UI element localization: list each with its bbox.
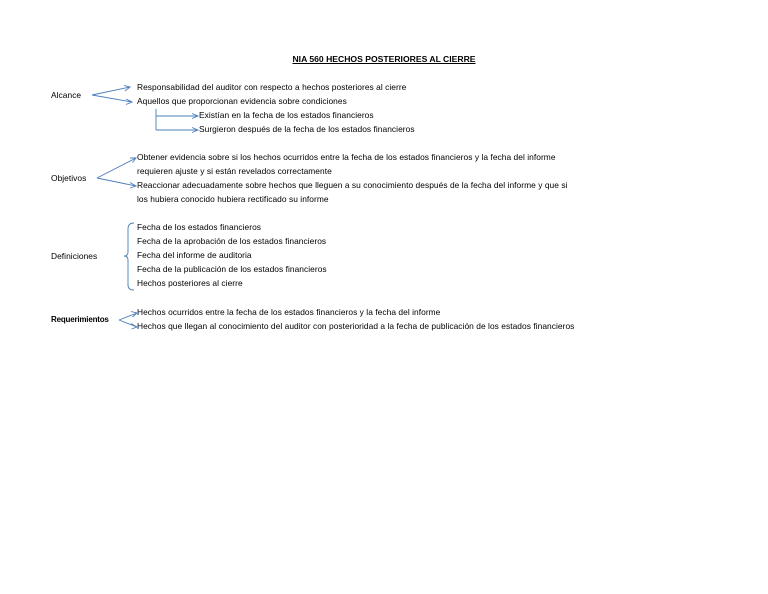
arrow-head — [192, 114, 198, 119]
objetivos-item-line: Reaccionar adecuadamente sobre hechos que lleguen a su conocimiento después de la fecha del informe y que si — [137, 180, 568, 190]
alcance-item: Responsabilidad del auditor con respecto a hechos posteriores al cierre — [137, 82, 407, 92]
arrow-line — [97, 158, 136, 178]
arrow-head — [192, 128, 198, 133]
arrow-head — [126, 99, 132, 105]
definiciones-item: Hechos posteriores al cierre — [137, 278, 243, 288]
arrow-head — [130, 158, 136, 163]
alcance-label: Alcance — [51, 90, 82, 100]
definiciones-item: Fecha de la publicación de los estados financieros — [137, 264, 327, 274]
definiciones-item: Fecha de la aprobación de los estados financieros — [137, 236, 327, 246]
arrow-line — [119, 320, 137, 327]
objetivos-item-line: los hubiera conocido hubiera rectificado su informe — [137, 194, 329, 204]
definiciones-item: Fecha del informe de auditoria — [137, 250, 252, 260]
arrow-line — [97, 178, 136, 186]
arrow-line — [92, 87, 130, 95]
arrow-head — [130, 183, 136, 189]
brace — [124, 223, 134, 290]
objetivos-arrows — [97, 158, 136, 188]
arrow-head — [124, 86, 130, 92]
objetivos-item-line: Obtener evidencia sobre si los hechos ocurridos entre la fecha de los estados financieros y la fecha del informe — [137, 152, 556, 162]
requerimientos-label: Requerimientos — [51, 315, 109, 324]
objetivos-label: Objetivos — [51, 173, 87, 183]
alcance-subitem: Existían en la fecha de los estados financieros — [199, 110, 374, 120]
requerimientos-arrows — [119, 312, 137, 330]
alcance-item: Aquellos que proporcionan evidencia sobre condiciones — [137, 96, 347, 106]
definiciones-item: Fecha de los estados financieros — [137, 222, 262, 232]
objetivos-item-line: requieren ajuste y si están revelados correctamente — [137, 166, 332, 176]
definiciones-bracket — [124, 223, 134, 290]
requerimientos-item: Hechos ocurridos entre la fecha de los estados financieros y la fecha del informe — [137, 307, 441, 317]
page-title: NIA 560 HECHOS POSTERIORES AL CIERRE — [292, 54, 476, 64]
alcance-subitem: Surgieron después de la fecha de los estados financieros — [199, 124, 415, 134]
requerimientos-item: Hechos que llegan al conocimiento del auditor con posterioridad a la fecha de publicación de los estados financieros — [137, 321, 575, 331]
definiciones-label: Definiciones — [51, 251, 98, 261]
arrow-line — [119, 313, 137, 320]
arrow-line — [92, 95, 132, 102]
